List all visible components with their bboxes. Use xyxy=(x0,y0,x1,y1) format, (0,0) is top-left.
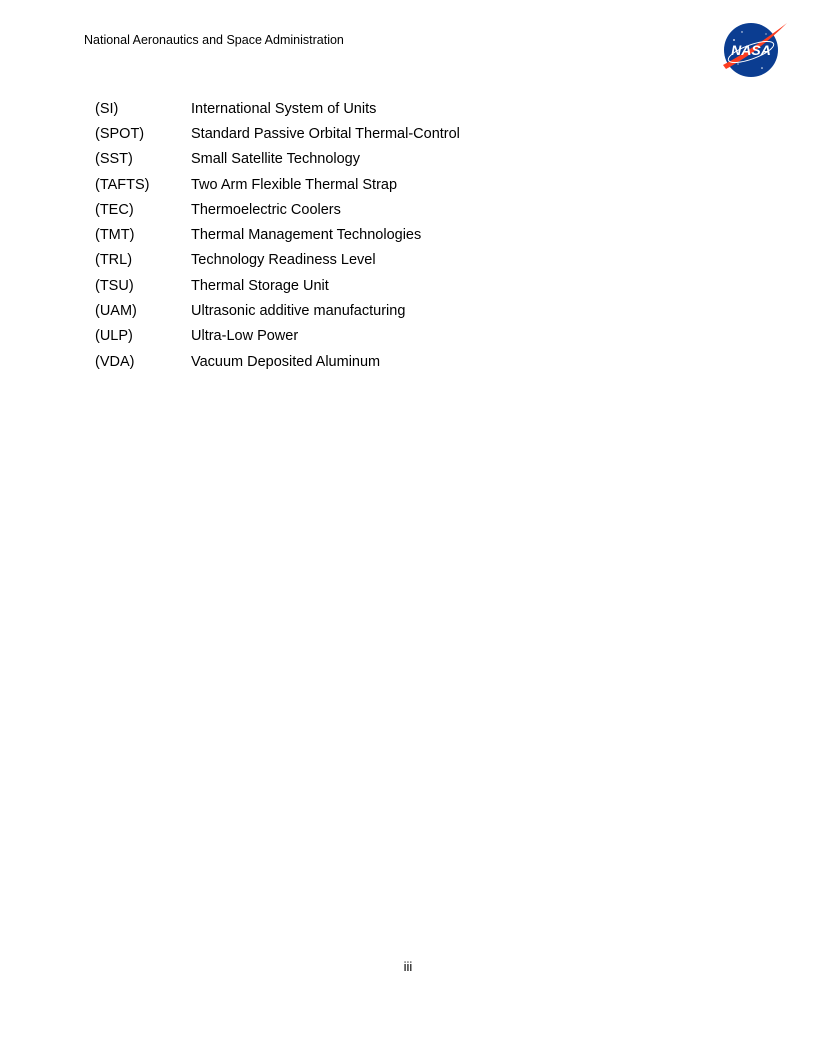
acronym-abbr: (TMT) xyxy=(95,227,135,244)
acronym-abbr: (VDA) xyxy=(95,353,135,370)
svg-text:NASA: NASA xyxy=(731,42,771,58)
acronym-definition: International System of Units xyxy=(191,100,377,117)
page-number: iii xyxy=(403,959,413,974)
acronym-abbr: (TAFTS) xyxy=(95,176,150,193)
acronym-definition: Thermal Storage Unit xyxy=(191,277,329,294)
acronym-row-si xyxy=(95,96,460,121)
acronym-row-ulp xyxy=(95,324,460,349)
nasa-logo-icon xyxy=(720,20,790,80)
acronym-definition: Ultrasonic additive manufacturing xyxy=(191,303,406,320)
acronym-definition: Two Arm Flexible Thermal Strap xyxy=(191,176,398,193)
acronym-definition: Ultra-Low Power xyxy=(191,328,299,345)
acronym-row-uam xyxy=(95,298,460,323)
acronym-abbr: (SPOT) xyxy=(95,125,145,142)
acronym-definition: Thermal Management Technologies xyxy=(191,227,422,244)
acronym-row-tsu xyxy=(95,273,460,298)
acronym-row-trl xyxy=(95,248,460,273)
acronym-definition: Technology Readiness Level xyxy=(191,252,376,269)
acronym-row-sst xyxy=(95,147,460,172)
header-agency-name: National Aeronautics and Space Administration xyxy=(84,33,344,47)
acronym-definition: Small Satellite Technology xyxy=(191,151,360,168)
acronym-abbr: (SST) xyxy=(95,151,133,168)
acronym-row-tmt xyxy=(95,222,460,247)
acronym-abbr: (TRL) xyxy=(95,252,133,269)
acronym-row-tec xyxy=(95,197,460,222)
acronym-abbr: (TEC) xyxy=(95,201,134,218)
acronym-abbr: (UAM) xyxy=(95,303,137,320)
acronym-abbr: (TSU) xyxy=(95,277,134,294)
acronym-definition: Thermoelectric Coolers xyxy=(191,201,341,218)
acronym-row-tafts xyxy=(95,172,460,197)
acronym-definition: Standard Passive Orbital Thermal-Control xyxy=(191,125,460,142)
acronym-abbr: (SI) xyxy=(95,100,119,117)
acronym-abbr: (ULP) xyxy=(95,328,133,345)
acronym-row-spot xyxy=(95,121,460,146)
acronym-list xyxy=(95,96,460,374)
acronym-definition: Vacuum Deposited Aluminum xyxy=(191,353,381,370)
acronym-row-vda xyxy=(95,349,460,374)
